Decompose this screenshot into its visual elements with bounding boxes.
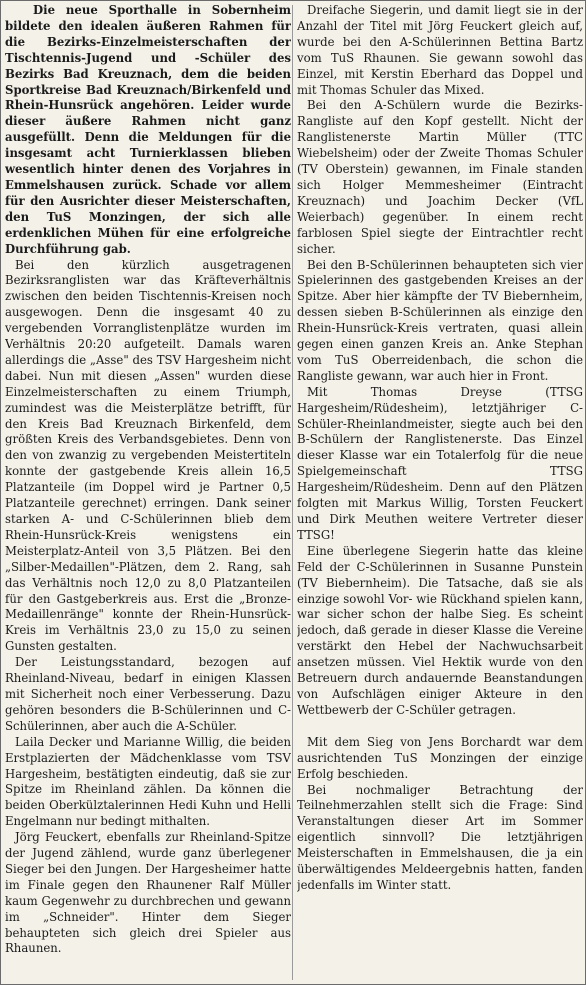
paragraph-c-girls: Eine überlegene Siegerin hatte das kleine Feld der C-Schülerinnen in Susanne Punstein (TV Biebernheim). Die Tatsache, daß sie als einzige sowohl Vor- wie Rückhand spielen kann, war sicher schon der halbe Sieg. Es scheint jedoch, daß gerade in dieser Klasse die Vereine verstärkt den Hebel der Nachwuchsarbeit ansetzen müssen. Viel Hektik wurde von den Betreuern durch andauernde Beanstandungen von Aufschlägen einiger Akteure in den Wettbewerb der C-Schüler getragen.	[297, 543, 583, 717]
paragraph-a-boys: Bei den A-Schülern wurde die Bezirks-Rangliste auf den Kopf gestellt. Nicht der Ranglistenerste Martin Müller (TTC Wiebelsheim) oder der Zweite Thomas Schuler (TV Oberstein) gewannen, im Finale standen sich Holger Memmesheimer (Eintracht Kreuznach) und Joachim Decker (VfL Weierbach) gegenüber. In einem recht farblosen Spiel siegte der Eintrachtler recht sicher.	[297, 98, 583, 256]
paragraph-boys-class: Jörg Feuckert, ebenfalls zur Rheinland-Spitze der Jugend zählend, wurde ganz überlegener Sieger bei den Jungen. Der Hargesheimer hatte im Finale gegen den Rhaunener Ralf Müller kaum Gegenwehr zu durchbrechen und gewann im „Schneider". Hinter dem Sieger behaupteten sich gleich drei Spieler aus Rhaunen.	[5, 830, 291, 956]
paragraph-a-girls: Dreifache Siegerin, und damit liegt sie in der Anzahl der Titel mit Jörg Feuckert gleich auf, wurde bei den A-Schülerinnen Bettina Bartz vom TuS Rhaunen. Sie gewann sowohl das Einzel, mit Kerstin Eberhard das Doppel und mit Thomas Schuler das Mixed.	[297, 3, 583, 97]
paragraph-b-boys: Mit Thomas Dreyse (TTSG Hargesheim/Rüdesheim), letztjähriger C-Schüler-Rheinlandmeister, siegte auch bei den B-Schülern der Ranglistenerste. Das Einzel dieser Klasse war ein Totalerfolg für die neue Spielgemeinschaft TTSG Hargesheim/Rüdesheim. Denn auf den Plätzen folgten mit Markus Willig, Torsten Feuckert und Dirk Meuthen weitere Vertreter dieser TTSG!	[297, 384, 583, 542]
paragraph-c-boys: Mit dem Sieg von Jens Borchardt war dem ausrichtenden TuS Monzingen der einzige Erfolg beschieden.	[297, 734, 583, 781]
column-divider	[292, 5, 293, 980]
paragraph-conclusion: Bei nochmaliger Betrachtung der Teilnehmerzahlen stellt sich die Frage: Sind Veranstaltungen dieser Art im Sommer eigentlich sinnvoll? Die letztjährigen Meisterschaften in Emmelshausen, die ja ein überwältigendes Meldeergebnis hatten, fanden jedenfalls im Winter statt.	[297, 782, 583, 892]
paragraph-performance-level: Der Leistungsstandard, bezogen auf Rheinland-Niveau, bedarf in einigen Klassen mit Sicherheit noch einer Verbesserung. Dazu gehören besonders die B-Schülerinnen und C-Schülerinnen, aber auch die A-Schüler.	[5, 655, 291, 733]
lead-paragraph: Die neue Sporthalle in Sobernheim bildete den idealen äußeren Rahmen für die Bezirks-Einzelmeisterschaften der Tischtennis-Jugend und -Schüler des Bezirks Bad Kreuznach, dem die beiden Sportkreise Bad Kreuznach/Birkenfeld und Rhein-Hunsrück angehören. Leider wurde dieser äußere Rahmen nicht ganz ausgefüllt. Denn die Meldungen für die insgesamt acht Turnierklassen blieben wesentlich hinter denen des Vorjahres in Emmelshausen zurück. Schade vor allem für den Ausrichter dieser Meisterschaften, den TuS Monzingen, der sich alle erdenklichen Mühen für eine erfolgreiche Durchführung gab.	[5, 3, 291, 256]
paragraph-b-girls: Bei den B-Schülerinnen behaupteten sich vier Spielerinnen des gastgebenden Kreises an der Spitze. Aber hier kämpfte der TV Biebernheim, dessen sieben B-Schülerinnen als einzige den Rhein-Hunsrück-Kreis vertraten, quasi allein gegen einen ganzen Kreis an. Anke Stephan vom TuS Oberreidenbach, die schon die Rangliste gewann, war auch hier in Front.	[297, 257, 583, 383]
left-column	[5, 3, 291, 981]
paragraph-rankings: Bei den kürzlich ausgetragenen Bezirksranglisten war das Kräfteverhältnis zwischen den beiden Tischtennis-Kreisen noch ausgewogen. Denn die insgesamt 40 zu vergebenden Vorranglistenplätze wurden im Verhältnis 20:20 aufgeteilt. Damals waren allerdings die „Asse" des TSV Hargesheim nicht dabei. Nun mit diesen „Assen" wurden diese Einzelmeisterschaften zu einem Triumph, zumindest was die Meisterplätze betrifft, für den Kreis Bad Kreuznach Birkenfeld, dem größten Kreis des Verbandsgebietes. Denn von den von zwanzig zu vergebenden Meistertiteln konnte der gastgebende Kreis allein 16,5 Platzanteile (im Doppel wird je Partner 0,5 Platzanteile gerechnet) erringen. Dank seiner starken A- und C-Schülerinnen blieb dem Rhein-Hunsrück-Kreis wenigstens ein Meisterplatz-Anteil von 3,5 Plätzen. Bei den „Silber-Medaillen"-Plätzen, dem 2. Rang, sah das Verhältnis noch 12,0 zu 8,0 Platzanteilen für den Gastgeberkreis aus. Erst die „Bronze-Medaillenränge" konnte der Rhein-Hunsrück-Kreis im Verhältnis 23,0 zu 15,0 zu seinen Gunsten gestalten.	[5, 257, 291, 654]
paragraph-girls-class: Laila Decker und Marianne Willig, die beiden Erstplazierten der Mädchenklasse vom TSV Hargesheim, bestätigten eindeutig, daß sie zur Spitze im Rheinland zählen. Da können die beiden Oberkülztalerinnen Hedi Kuhn und Helli Engelmann nur bedingt mithalten.	[5, 734, 291, 829]
right-column	[297, 3, 583, 981]
